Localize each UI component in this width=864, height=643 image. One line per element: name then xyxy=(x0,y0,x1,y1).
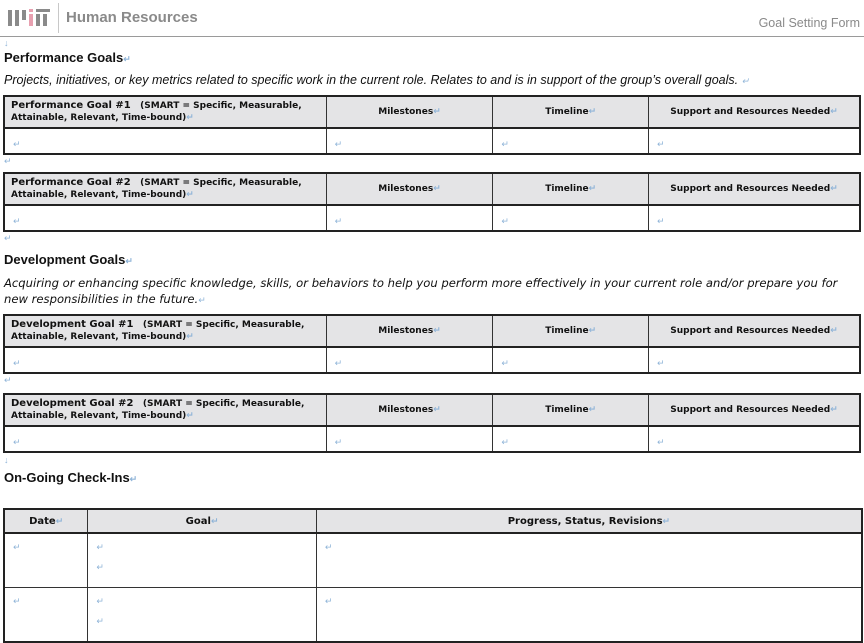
paragraph-mark-icon: ↵ xyxy=(198,296,206,306)
goal-cell[interactable]: ↵ xyxy=(4,128,326,154)
checkins-table xyxy=(3,508,863,643)
paragraph-mark-icon: ↵ xyxy=(123,54,131,64)
milestones-header: Milestones↵ xyxy=(326,96,493,128)
timeline-cell[interactable]: ↵ xyxy=(493,426,649,452)
date-cell[interactable]: ↵ xyxy=(4,533,88,588)
milestones-cell[interactable]: ↵ xyxy=(326,205,493,231)
date-cell[interactable]: ↵ xyxy=(4,588,88,643)
support-header: Support and Resources Needed↵ xyxy=(649,96,861,128)
performance-goal-2-table xyxy=(3,172,861,232)
milestones-cell[interactable]: ↵ xyxy=(326,426,493,452)
timeline-header: Timeline↵ xyxy=(493,394,649,426)
milestones-header: Milestones↵ xyxy=(326,173,493,205)
progress-cell[interactable]: ↵ xyxy=(316,533,862,588)
anchor-mark-icon: ↓ xyxy=(4,455,9,465)
support-cell[interactable]: ↵ xyxy=(649,128,861,154)
goal-cell[interactable]: ↵ xyxy=(4,205,326,231)
support-header: Support and Resources Needed↵ xyxy=(649,394,861,426)
timeline-cell[interactable]: ↵ xyxy=(493,347,649,373)
paragraph-mark-icon: ↵ xyxy=(125,256,133,266)
milestones-header: Milestones↵ xyxy=(326,315,493,347)
section-title-development: Development Goals↵ xyxy=(4,252,133,267)
goal-header: Development Goal #1 (SMART = Specific, Measurable, Attainable, Relevant, Time-bound)↵ xyxy=(4,315,326,347)
section-title-checkins: On-Going Check-Ins↵ xyxy=(4,470,138,485)
paragraph-mark-icon: ↵ xyxy=(741,76,750,86)
timeline-cell[interactable]: ↵ xyxy=(493,128,649,154)
performance-description: Projects, initiatives, or key metrics related to specific work in the current role. Relates to and is in support of the group’s overall goals. ↵ xyxy=(4,73,750,87)
support-cell[interactable]: ↵ xyxy=(649,205,861,231)
progress-header: Progress, Status, Revisions↵ xyxy=(316,509,862,533)
table-row xyxy=(4,588,862,643)
timeline-header: Timeline↵ xyxy=(493,315,649,347)
goal-cell[interactable]: ↵ ↵ xyxy=(88,588,316,643)
support-cell[interactable]: ↵ xyxy=(649,347,861,373)
development-goal-1-table xyxy=(3,314,861,374)
logo-divider xyxy=(58,3,59,33)
date-header: Date↵ xyxy=(4,509,88,533)
paragraph-mark-icon: ↵ xyxy=(4,375,12,385)
section-title-performance: Performance Goals↵ xyxy=(4,50,131,65)
support-header: Support and Resources Needed↵ xyxy=(649,315,861,347)
goal-cell[interactable]: ↵ ↵ xyxy=(88,533,316,588)
anchor-mark-icon: ↓ xyxy=(4,38,9,48)
progress-cell[interactable]: ↵ xyxy=(316,588,862,643)
development-goal-2-table xyxy=(3,393,861,453)
development-description: Acquiring or enhancing specific knowledge, skills, or behaviors to help you perform more effectively in your current role and/or prepare you for new responsibilities in the future.↵ xyxy=(4,276,838,306)
paragraph-mark-icon: ↵ xyxy=(129,474,138,484)
goal-header: Goal↵ xyxy=(88,509,316,533)
paragraph-mark-icon: ↵ xyxy=(4,233,12,243)
paragraph-mark-icon: ↵ xyxy=(4,156,12,166)
mit-logo xyxy=(6,6,58,28)
goal-cell[interactable]: ↵ xyxy=(4,426,326,452)
goal-cell[interactable]: ↵ xyxy=(4,347,326,373)
support-cell[interactable]: ↵ xyxy=(649,426,861,452)
timeline-cell[interactable]: ↵ xyxy=(493,205,649,231)
department-name: Human Resources xyxy=(66,9,198,26)
document-header xyxy=(0,0,864,37)
milestones-header: Milestones↵ xyxy=(326,394,493,426)
goal-header: Performance Goal #2 (SMART = Specific, Measurable, Attainable, Relevant, Time-bound)↵ xyxy=(4,173,326,205)
milestones-cell[interactable]: ↵ xyxy=(326,347,493,373)
performance-goal-1-table xyxy=(3,95,861,155)
goal-header: Development Goal #2 (SMART = Specific, Measurable, Attainable, Relevant, Time-bound)↵ xyxy=(4,394,326,426)
form-title: Goal Setting Form xyxy=(758,16,860,30)
timeline-header: Timeline↵ xyxy=(493,96,649,128)
timeline-header: Timeline↵ xyxy=(493,173,649,205)
goal-header: Performance Goal #1 (SMART = Specific, Measurable, Attainable, Relevant, Time-bound)↵ xyxy=(4,96,326,128)
table-row xyxy=(4,533,862,588)
milestones-cell[interactable]: ↵ xyxy=(326,128,493,154)
support-header: Support and Resources Needed↵ xyxy=(649,173,861,205)
